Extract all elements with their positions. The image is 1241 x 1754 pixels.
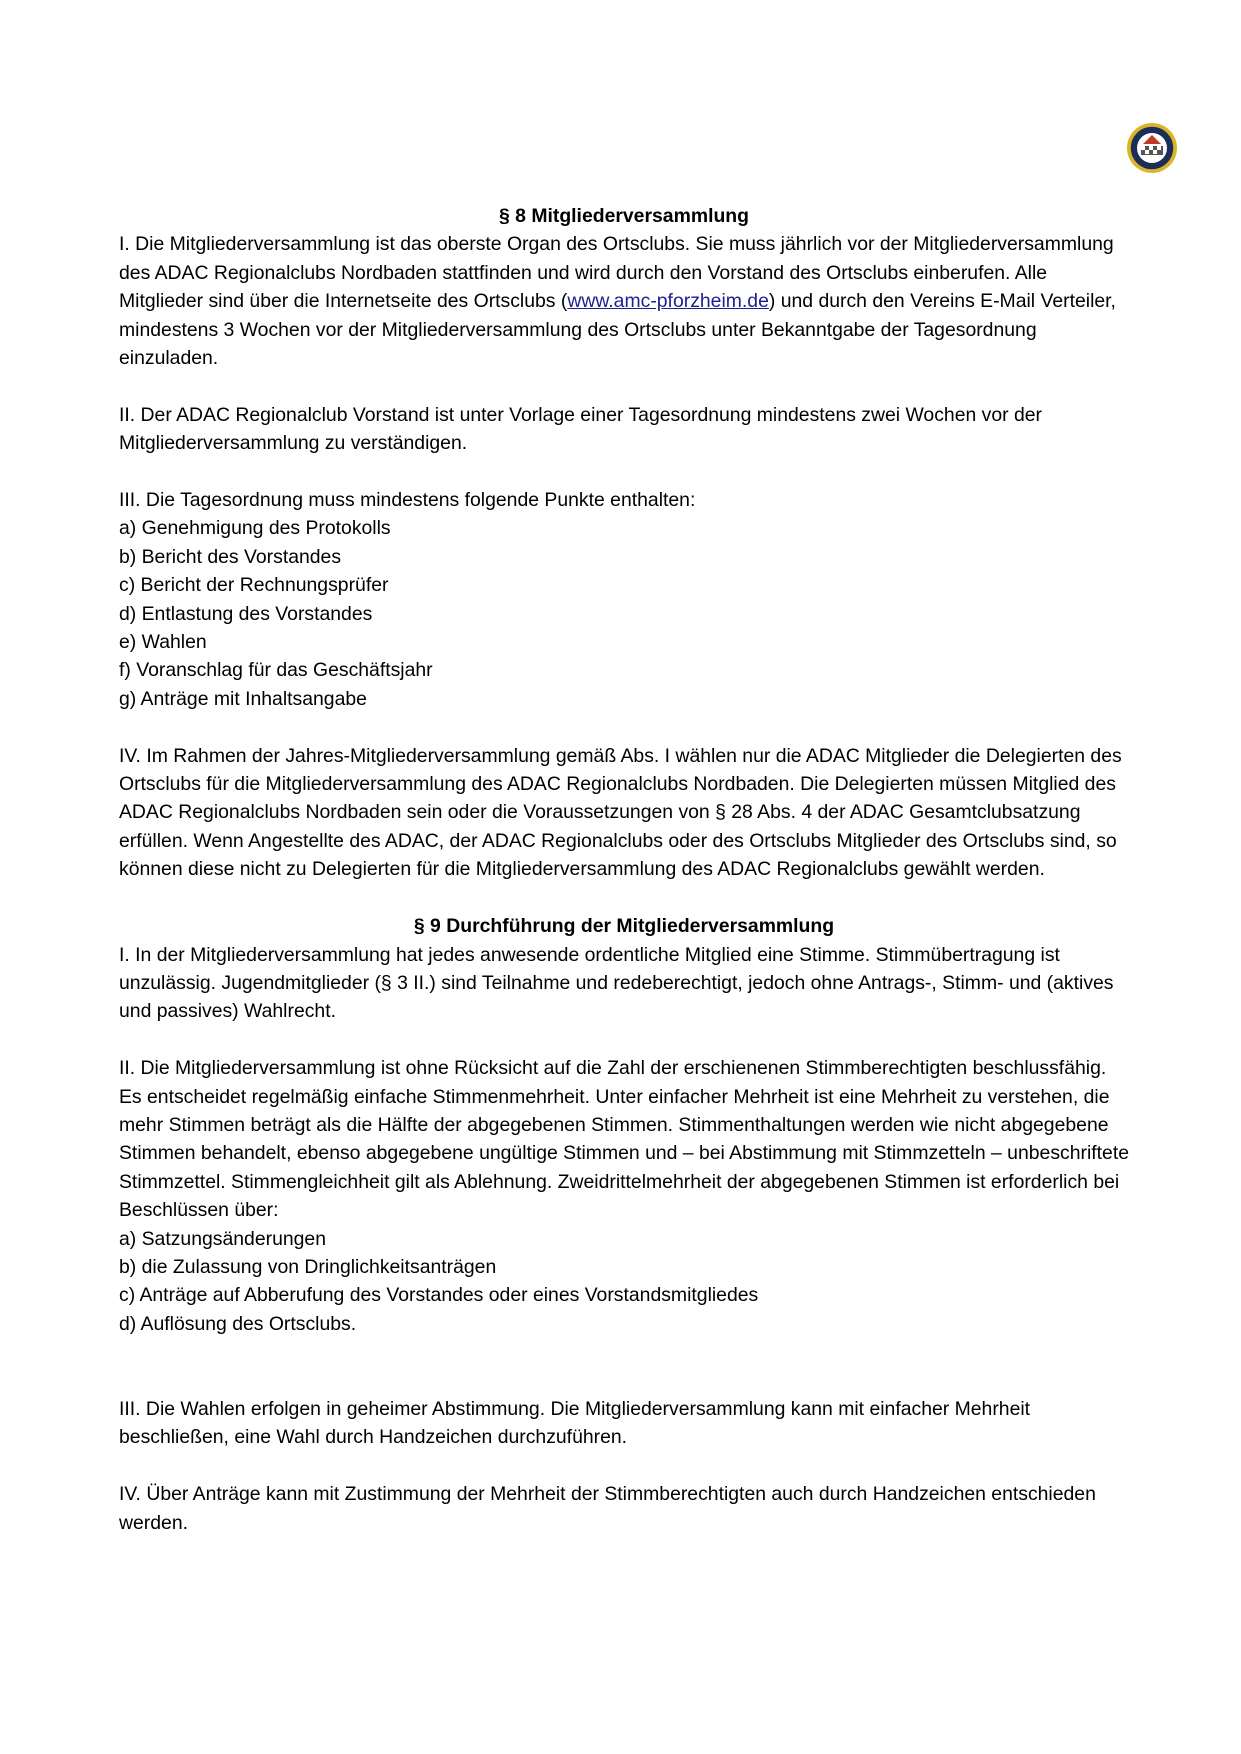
section-8-p1-text-before: I. Die Mitgliederversammlung ist das oberste Organ des Ortsclubs. Sie muss jährlich vor der Mitgliederversammlung des ADAC Regionalclubs Nordbaden stattfinden und wird durch den Vorstand des Ortsclubs einberufen. Alle Mitglieder sind über die Internetseite des Ortsclubs ( — [119, 233, 1114, 313]
section-9-paragraph-2-intro: II. Die Mitgliederversammlung ist ohne Rücksicht auf die Zahl der erschienenen Stimmberechtigten beschlussfähig. Es entscheidet regelmäßig einfache Stimmenmehrheit. Unter einfacher Mehrheit ist eine Mehrheit zu verstehen, die mehr Stimmen beträgt als die Hälfte der abgegebenen Stimmen. Stimmenthaltungen werden wie nicht abgegebene Stimmen behandelt, ebenso abgegebene ungültige Stimmen und – bei Abstimmung mit Stimmzetteln – unbeschriftete Stimmzettel. Stimmengleichheit gilt als Ablehnung. Zweidrittelmehrheit der abgegebenen Stimmen ist erforderlich bei Beschlüssen über: — [119, 1057, 1129, 1222]
section-8-paragraph-2: II. Der ADAC Regionalclub Vorstand ist unter Vorlage einer Tagesordnung mindestens zwei Wochen vor der Mitgliederversammlung zu verständigen. — [119, 403, 1043, 455]
section-8-paragraph-4: IV. Im Rahmen der Jahres-Mitgliederversammlung gemäß Abs. I wählen nur die ADAC Mitglieder die Delegierten des Ortsclubs für die Mitgliederversammlung des ADAC Regionalclubs Nordbaden. Die Delegierten müssen Mitglied des ADAC Regionalclubs Nordbaden sein oder die Voraussetzungen von § 28 Abs. 4 der ADAC Gesamtclubsatzung erfüllen. Wenn Angestellte des ADAC, der ADAC Regionalclubs oder des Ortsclubs Mitglieder des Ortsclubs sind, so können diese nicht zu Delegierten für die Mitgliederversammlung des ADAC Regionalclubs gewählt werden. — [119, 744, 1122, 881]
document-page — [119, 202, 1129, 1537]
section-9-paragraph-4: IV. Über Anträge kann mit Zustimmung der Mehrheit der Stimmberechtigten auch durch Handzeichen entschieden werden. — [119, 1483, 1096, 1534]
section-8-paragraph-1 — [119, 230, 1129, 372]
club-emblem-logo — [1126, 122, 1178, 174]
section-9-paragraph-1: I. In der Mitgliederversammlung hat jedes anwesende ordentliche Mitglied eine Stimme. Stimmübertragung ist unzulässig. Jugendmitglieder (§ 3 II.) sind Teilnahme und redeberechtigt, jedoch ohne Antrags-, Stimm- und (aktives und passives) Wahlrecht. — [119, 943, 1114, 1023]
section-8-p1-text-after: ) und durch den Vereins E-Mail Verteiler, mindestens 3 Wochen vor der Mitgliederversammlung des Ortsclubs unter Bekanntgabe der Tagesordnung einzuladen. — [119, 290, 1116, 370]
website-link[interactable]: www.amc-pforzheim.de — [567, 290, 769, 313]
agenda-item: a) Genehmigung des Protokolls — [119, 517, 391, 540]
resolution-item: c) Anträge auf Abberufung des Vorstandes oder eines Vorstandsmitgliedes — [119, 1284, 759, 1307]
section-9-heading: § 9 Durchführung der Mitgliederversammlung — [413, 915, 835, 938]
resolution-item: d) Auflösung des Ortsclubs. — [119, 1312, 357, 1335]
resolution-item: b) die Zulassung von Dringlichkeitsanträgen — [119, 1255, 497, 1278]
resolution-item: a) Satzungsänderungen — [119, 1227, 326, 1250]
agenda-item: e) Wahlen — [119, 631, 207, 654]
section-8-paragraph-3-intro: III. Die Tagesordnung muss mindestens folgende Punkte enthalten: — [119, 489, 696, 512]
agenda-item: c) Bericht der Rechnungsprüfer — [119, 574, 389, 597]
agenda-item: g) Anträge mit Inhaltsangabe — [119, 687, 367, 710]
agenda-item: b) Bericht des Vorstandes — [119, 545, 342, 568]
section-9-paragraph-3: III. Die Wahlen erfolgen in geheimer Abstimmung. Die Mitgliederversammlung kann mit einfacher Mehrheit beschließen, eine Wahl durch Handzeichen durchzuführen. — [119, 1397, 1031, 1449]
agenda-item: d) Entlastung des Vorstandes — [119, 602, 373, 625]
agenda-item: f) Voranschlag für das Geschäftsjahr — [119, 659, 433, 682]
section-8-heading: § 8 Mitgliederversammlung — [498, 205, 749, 227]
